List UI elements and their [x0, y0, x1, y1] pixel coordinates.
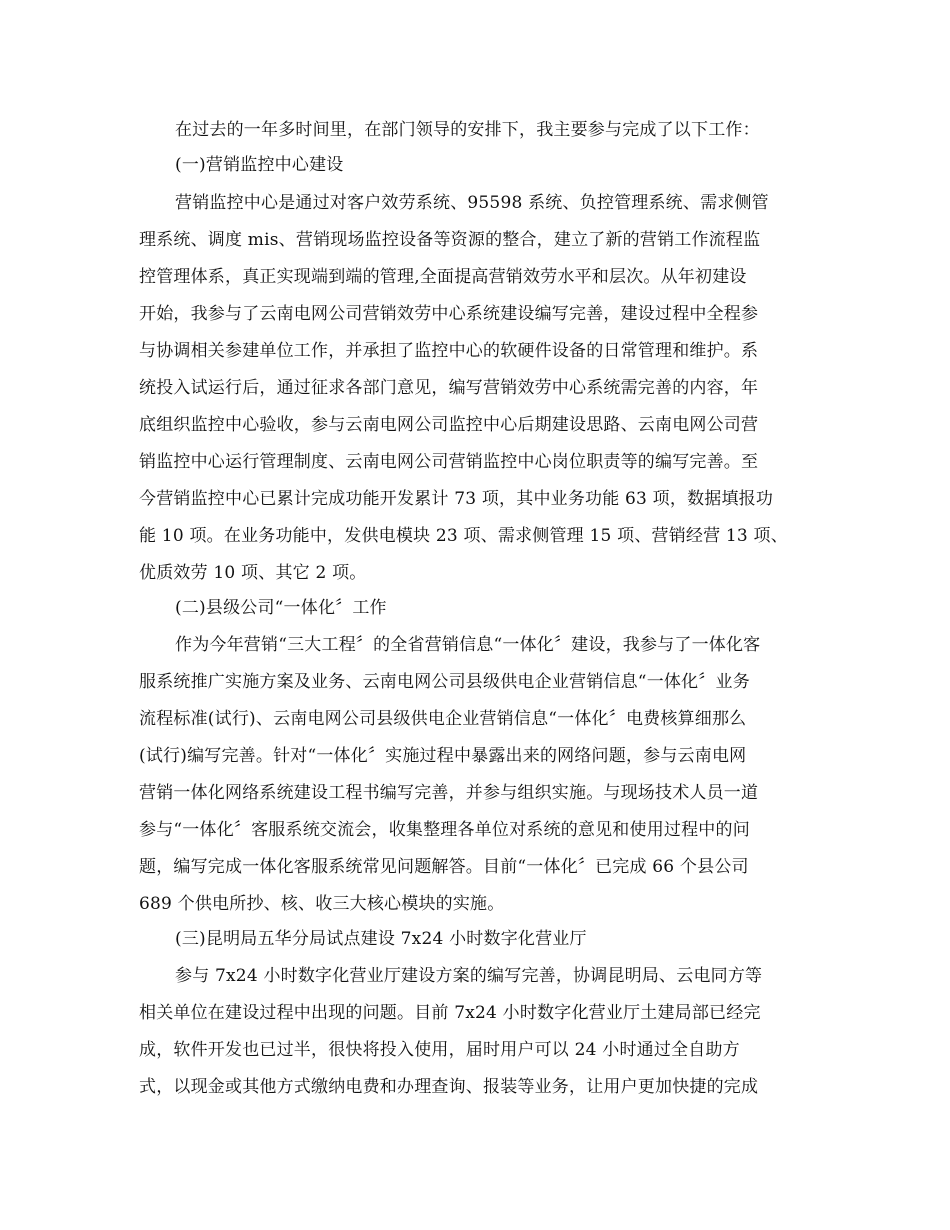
paragraph-intro: 在过去的一年多时间里，在部门领导的安排下，我主要参与完成了以下工作： — [175, 120, 760, 140]
section-heading-1: (一)营销监控中心建设 — [175, 155, 344, 175]
text-line: 参与 7x24 小时数字化营业厅建设方案的编写完善，协调昆明局、云电同方等 — [175, 966, 763, 986]
text-line: 与协调相关参建单位工作，并承担了监控中心的软硬件设备的日常管理和维护。系 — [139, 341, 759, 361]
text-line: 优质效劳 10 项、其它 2 项。 — [139, 563, 367, 583]
section-heading-2: (二)县级公司“一体化〞工作 — [175, 598, 387, 618]
text-line: 689 个供电所抄、核、收三大核心模块的实施。 — [139, 894, 505, 914]
text-line: 作为今年营销“三大工程〞的全省营销信息“一体化〞建设，我参与了一体化客 — [175, 635, 761, 655]
section-heading-3: (三)昆明局五华分局试点建设 7x24 小时数字化营业厅 — [175, 929, 587, 949]
text-line: 营销一体化网络系统建设工程书编写完善，并参与组织实施。与现场技术人员一道 — [139, 783, 759, 803]
text-line: 营销监控中心是通过对客户效劳系统、95598 系统、负控管理系统、需求侧管 — [175, 193, 769, 213]
text-line: 相关单位在建设过程中出现的问题。目前 7x24 小时数字化营业厅土建局部已经完 — [139, 1003, 761, 1023]
text-line: 控管理体系，真正实现端到端的管理,全面提高营销效劳水平和层次。从年初建设 — [139, 267, 747, 287]
text-line: 式，以现金或其他方式缴纳电费和办理查询、报装等业务，让用户更加快捷的完成 — [139, 1077, 759, 1097]
text-line: 销监控中心运行管理制度、云南电网公司营销监控中心岗位职责等的编写完善。至 — [139, 452, 759, 472]
text-line: 统投入试运行后，通过征求各部门意见，编写营销效劳中心系统需完善的内容，年 — [139, 378, 759, 398]
text-line: 服系统推广实施方案及业务、云南电网公司县级供电企业营销信息“一体化〞业务 — [139, 672, 750, 692]
text-line: (试行)编写完善。针对“一体化〞实施过程中暴露出来的网络问题，参与云南电网 — [139, 746, 747, 766]
text-line: 题，编写完成一体化客服系统常见问题解答。目前“一体化〞已完成 66 个县公司 — [139, 857, 749, 877]
text-line: 成，软件开发也已过半，很快将投入使用，届时用户可以 24 小时通过全自助方 — [139, 1040, 740, 1060]
text-line: 开始，我参与了云南电网公司营销效劳中心系统建设编写完善，建设过程中全程参 — [139, 304, 759, 324]
text-line: 理系统、调度 mis、营销现场监控设备等资源的整合，建立了新的营销工作流程监 — [139, 230, 761, 250]
text-line: 流程标准(试行)、云南电网公司县级供电企业营销信息“一体化〞电费核算细那么 — [139, 709, 747, 729]
text-line: 底组织监控中心验收，参与云南电网公司监控中心后期建设思路、云南电网公司营 — [139, 415, 759, 435]
text-line: 参与“一体化〞客服系统交流会，收集整理各单位对系统的意见和使用过程中的问 — [139, 820, 750, 840]
text-line: 今营销监控中心已累计完成功能开发累计 73 项，其中业务功能 63 项，数据填报功 — [139, 489, 774, 509]
text-line: 能 10 项。在业务功能中，发供电模块 23 项、需求侧管理 15 项、营销经营 13 项、 — [139, 526, 788, 546]
